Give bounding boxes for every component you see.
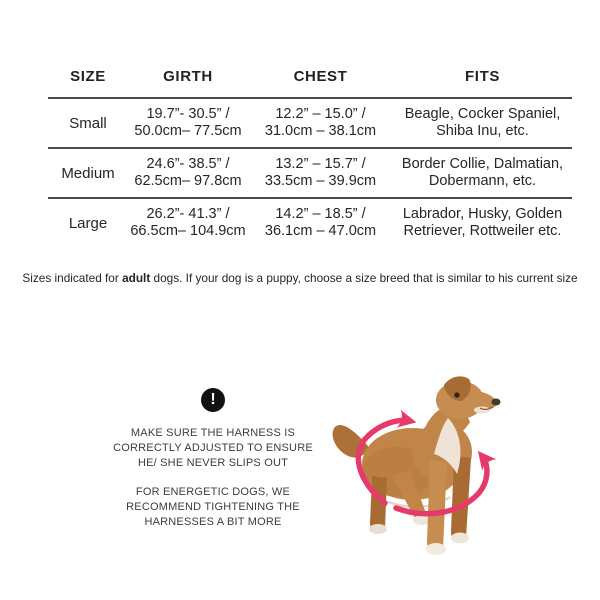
dog-chin-white: [474, 407, 490, 414]
table-row-small: [48, 99, 572, 149]
chest-value: 14.2” – 18.5” / 36.1cm – 47.0cm: [264, 206, 377, 239]
column-header-girth: GIRTH: [163, 67, 213, 85]
dog-illustration: [330, 360, 600, 600]
warning-line: FOR ENERGETIC DOGS, WE: [135, 486, 291, 498]
column-header-size: SIZE: [70, 67, 106, 85]
dog-paw: [451, 533, 469, 544]
girth-value: 19.7”- 30.5” / 50.0cm– 77.5cm: [134, 106, 242, 139]
sizing-note: [0, 271, 600, 285]
girth-value: 26.2”- 41.3” / 66.5cm– 104.9cm: [130, 206, 246, 239]
dog-eye: [454, 392, 459, 397]
table-header-row: [48, 55, 572, 99]
size-value: Small: [69, 114, 107, 132]
warning-line: HE/ SHE NEVER SLIPS OUT: [137, 457, 289, 469]
column-header-fits: FITS: [465, 67, 500, 85]
fits-value: Labrador, Husky, Golden Retriever, Rottweiler etc.: [402, 206, 563, 239]
size-value: Large: [68, 214, 108, 232]
warning-block: [93, 388, 333, 530]
girth-value: 24.6”- 38.5” / 62.5cm– 97.8cm: [134, 156, 242, 189]
column-header-chest: CHEST: [293, 67, 348, 85]
warning-line: RECOMMEND TIGHTENING THE: [126, 501, 300, 513]
fits-value: Beagle, Cocker Spaniel, Shiba Inu, etc.: [404, 106, 561, 139]
note-suffix: dogs. If your dog is a puppy, choose a size breed that is similar to his current size: [150, 271, 578, 285]
dog-nose: [492, 399, 501, 406]
note-bold-word: adult: [122, 271, 151, 285]
table-row-medium: [48, 149, 572, 199]
exclamation-icon: !: [201, 388, 225, 412]
size-table: [48, 55, 572, 247]
table-row-large: [48, 199, 572, 247]
dog-front-leg-near: [427, 460, 447, 550]
chest-value: 12.2” – 15.0” / 31.0cm – 38.1cm: [264, 106, 377, 139]
warning-line: CORRECTLY ADJUSTED TO ENSURE: [113, 442, 313, 454]
fits-value: Border Collie, Dalmatian, Dobermann, etc.: [401, 156, 564, 189]
dog-paw: [426, 543, 446, 555]
dog-measurement-svg: [330, 360, 600, 600]
chest-value: 13.2” – 15.7” / 33.5cm – 39.9cm: [264, 156, 377, 189]
warning-line: MAKE SURE THE HARNESS IS: [130, 427, 296, 439]
size-value: Medium: [61, 164, 115, 182]
note-prefix: Sizes indicated for: [22, 271, 123, 285]
warning-line: HARNESSES A BIT MORE: [144, 516, 282, 528]
paragraph-gap: [93, 471, 333, 485]
dog-paw: [369, 524, 387, 534]
